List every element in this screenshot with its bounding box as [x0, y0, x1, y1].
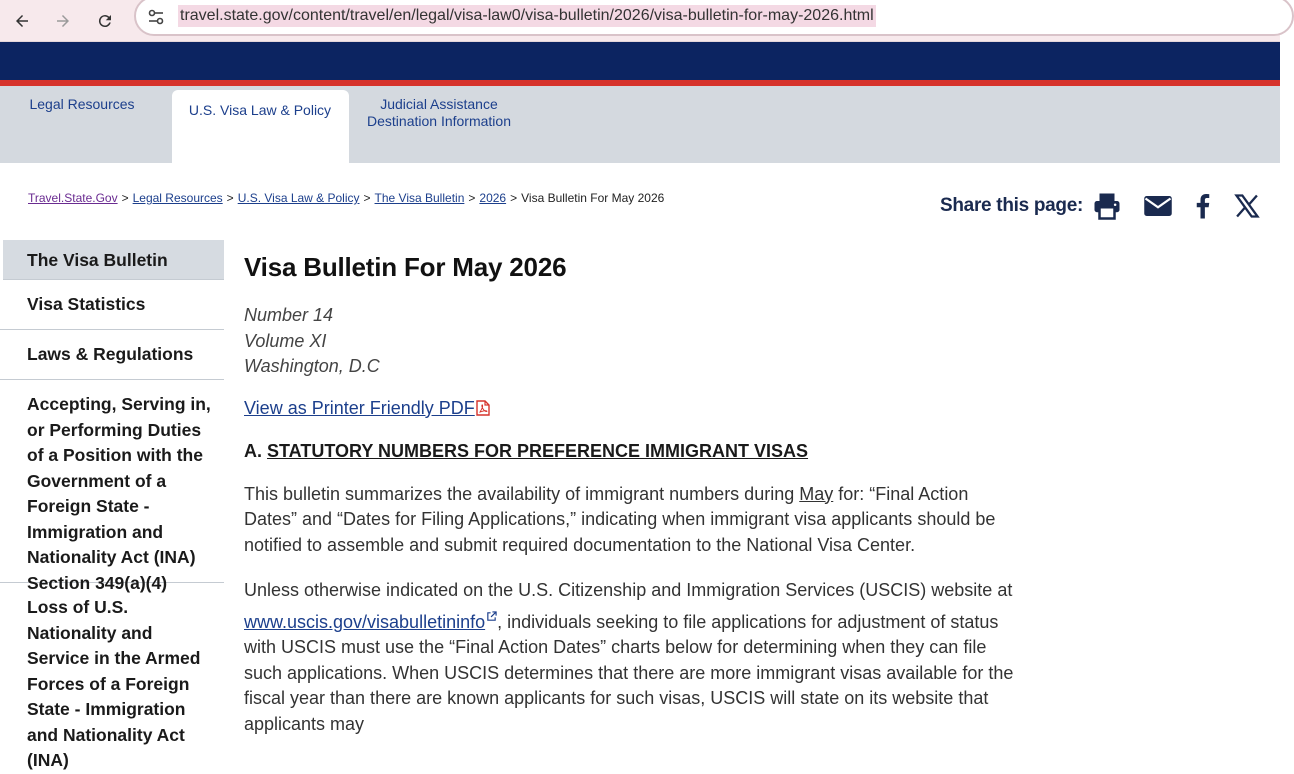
page-title: Visa Bulletin For May 2026: [244, 252, 567, 282]
forward-icon[interactable]: [48, 6, 78, 36]
sidebar-item-laws-regulations[interactable]: Laws & Regulations: [0, 330, 224, 380]
breadcrumb-separator: >: [510, 191, 518, 205]
paragraph-text: for: “Final Action Dates” and “Dates for Filing Applications,” indicating when immigrant visa applicants should be notified to assemble and submit required documentation to the National Visa Center.: [244, 483, 996, 555]
breadcrumb-current: Visa Bulletin For May 2026: [521, 191, 665, 205]
section-title: STATUTORY NUMBERS FOR PREFERENCE IMMIGRANT VISAS: [267, 440, 809, 461]
pdf-link-label: View as Printer Friendly PDF: [244, 397, 475, 418]
tab-label: U.S. Visa Law & Policy: [188, 102, 332, 118]
back-icon[interactable]: [7, 6, 37, 36]
tab-label: Destination Information: [367, 113, 511, 129]
email-icon[interactable]: [1143, 191, 1173, 221]
section-tabs: [0, 86, 1280, 163]
url-text[interactable]: travel.state.gov/content/travel/en/legal/visa-law0/visa-bulletin/2026/visa-bulletin-for-may-2026.html: [178, 5, 876, 27]
breadcrumb-separator: >: [468, 191, 476, 205]
bulletin-meta: [244, 303, 1014, 380]
sidebar-item-visa-statistics[interactable]: Visa Statistics: [0, 280, 224, 330]
printer-friendly-pdf-link[interactable]: [244, 398, 490, 421]
bulletin-location: Washington, D.C: [244, 356, 380, 376]
tab-judicial-assistance[interactable]: [360, 96, 518, 130]
sidebar-item-foreign-government-service[interactable]: Accepting, Serving in, or Performing Duties of a Position with the Government of a Foreign State - Immigration and Nationality Act (INA) Section 349(a)(4): [0, 380, 224, 583]
breadcrumb-separator: >: [121, 191, 129, 205]
paragraph-text: This bulletin summarizes the availability of immigrant numbers during: [244, 483, 795, 504]
print-icon[interactable]: [1092, 191, 1122, 221]
uscis-link[interactable]: [244, 612, 497, 632]
paragraph-text: Unless otherwise indicated on the U.S. Citizenship and Immigration Services (USCIS) website at: [244, 580, 1013, 600]
breadcrumb-link[interactable]: The Visa Bulletin: [374, 191, 465, 205]
breadcrumb-separator: >: [363, 191, 371, 205]
paragraph-uscis: [244, 578, 1014, 737]
breadcrumb-link[interactable]: Travel.State.Gov: [28, 191, 118, 205]
paragraph-month: May: [799, 483, 834, 504]
tab-label: Judicial Assistance: [380, 96, 498, 112]
browser-toolbar: [0, 0, 1280, 42]
breadcrumb-link[interactable]: Legal Resources: [132, 191, 223, 205]
site-info-icon[interactable]: [146, 7, 166, 27]
pdf-icon: [476, 400, 490, 421]
tab-active-background: [172, 90, 349, 163]
main-content: [244, 252, 1014, 737]
breadcrumb: [28, 191, 664, 205]
breadcrumb-separator: >: [226, 191, 234, 205]
uscis-link-label: www.uscis.gov/visabulletininfo: [244, 611, 486, 632]
paragraph-summary: [244, 482, 1014, 559]
x-icon[interactable]: [1232, 191, 1262, 221]
breadcrumb-link[interactable]: U.S. Visa Law & Policy: [237, 191, 360, 205]
section-prefix: A.: [244, 440, 262, 461]
sidebar-nav: [0, 240, 224, 770]
bulletin-volume: Volume XI: [244, 330, 327, 351]
external-link-icon: [486, 604, 497, 630]
sidebar-item-visa-bulletin[interactable]: The Visa Bulletin: [3, 240, 224, 280]
bulletin-number: Number 14: [244, 305, 334, 325]
section-heading: [244, 441, 1014, 462]
share-label: Share this page:: [940, 195, 1084, 216]
site-header: [0, 42, 1280, 80]
tab-label: Legal Resources: [29, 96, 135, 112]
breadcrumb-link[interactable]: 2026: [479, 191, 507, 205]
reload-icon[interactable]: [90, 6, 120, 36]
paragraph-text: , individuals seeking to file applications for adjustment of status with USCIS must use the “Final Action Dates” charts below for determining when they can file such applications. When USCIS determines that there are more immigrant visas available for the fiscal year than there are known applicants for such visas, USCIS will state on its website that applicants may: [244, 611, 1014, 734]
tab-visa-law-policy[interactable]: [180, 102, 340, 119]
tab-legal-resources[interactable]: [26, 96, 138, 113]
sidebar-item-loss-of-nationality[interactable]: Loss of U.S. Nationality and Service in the Armed Forces of a Foreign State - Immigration and Nationality Act (INA): [27, 597, 201, 770]
facebook-icon[interactable]: [1188, 191, 1218, 221]
